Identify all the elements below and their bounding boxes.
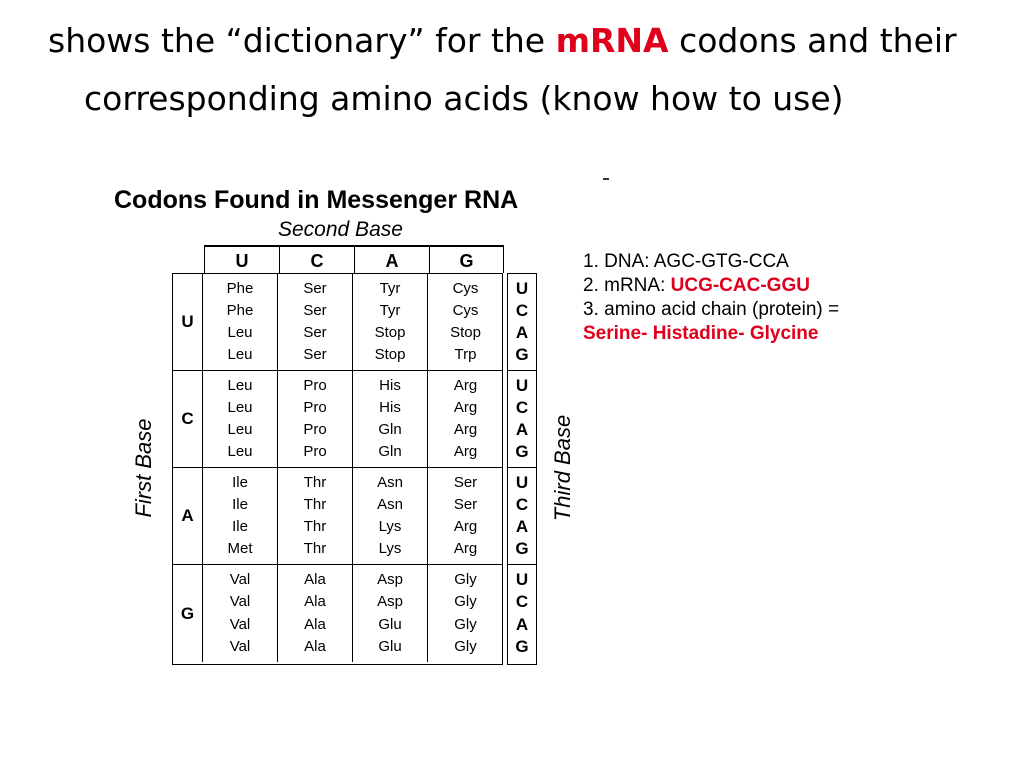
amino-acid: Ser xyxy=(303,346,327,363)
amino-acid: Stop xyxy=(374,324,406,341)
amino-acid: Ile xyxy=(232,474,248,491)
amino-acid-column xyxy=(428,468,503,564)
amino-acid-column xyxy=(428,371,503,467)
amino-acid: Thr xyxy=(303,540,327,557)
amino-acid: Arg xyxy=(453,399,478,416)
amino-acid: Lys xyxy=(378,518,402,535)
amino-acid: Gly xyxy=(454,637,477,655)
amino-acid: Val xyxy=(229,593,251,611)
row-block-u xyxy=(173,274,502,371)
amino-acid-column xyxy=(428,274,503,370)
amino-acid: Ala xyxy=(304,593,326,611)
amino-acid-column xyxy=(353,468,428,564)
amino-acid: Gly xyxy=(454,571,477,589)
amino-acid: Ser xyxy=(303,302,327,319)
amino-acid: Glu xyxy=(378,637,402,655)
amino-acid: Asp xyxy=(377,593,403,611)
bullet-text xyxy=(48,12,1024,128)
amino-acid-column xyxy=(353,565,428,662)
third-base-letter: G xyxy=(515,539,529,558)
bullet-part-1: shows the “dictionary” for the xyxy=(48,21,556,60)
amino-acid: Ile xyxy=(232,518,248,535)
column-header: G xyxy=(429,245,504,273)
third-base-letter: C xyxy=(515,592,529,612)
amino-acid: Thr xyxy=(303,496,327,513)
third-base-letter: G xyxy=(515,636,529,656)
amino-acid: Ser xyxy=(303,324,327,341)
third-base-block xyxy=(508,468,536,565)
amino-acid: Pro xyxy=(303,377,327,394)
first-base-letter: C xyxy=(173,371,203,467)
amino-acid: Met xyxy=(227,540,253,557)
amino-acid: Asp xyxy=(377,571,403,589)
amino-acid: Leu xyxy=(227,421,253,438)
amino-acid-column xyxy=(428,565,503,662)
amino-acid: Pro xyxy=(303,443,327,460)
amino-acid-column xyxy=(278,565,353,662)
amino-acid: Gln xyxy=(378,421,402,438)
third-base-letter: A xyxy=(515,614,529,634)
mrna-value: UCG-CAC-GGU xyxy=(670,275,810,296)
amino-acid: Phe xyxy=(226,302,254,319)
mrna-label: 2. mRNA: xyxy=(583,275,671,296)
amino-acid: Val xyxy=(229,637,251,655)
third-base-letter: A xyxy=(515,517,529,536)
amino-acid: Gly xyxy=(454,593,477,611)
third-base-letter: U xyxy=(515,279,529,298)
amino-acid-column xyxy=(353,274,428,370)
amino-acid-column xyxy=(203,565,278,662)
amino-acid: Asn xyxy=(377,474,403,491)
amino-acid: Leu xyxy=(227,443,253,460)
third-base-letter: U xyxy=(515,473,529,492)
amino-acid: Stop xyxy=(374,346,406,363)
bullet-highlight: mRNA xyxy=(555,21,669,60)
amino-acid-column xyxy=(203,468,278,564)
row-block-a xyxy=(173,468,502,565)
amino-acid: Arg xyxy=(453,377,478,394)
third-base-letter: G xyxy=(515,442,529,461)
amino-acid: Ser xyxy=(453,474,478,491)
amino-acid-column xyxy=(353,371,428,467)
amino-acid: Tyr xyxy=(379,302,401,319)
amino-acid: Ala xyxy=(304,615,326,633)
amino-acid-column xyxy=(278,371,353,467)
amino-acid: Phe xyxy=(226,280,254,297)
amino-acid: His xyxy=(379,377,401,394)
bullet-part-2: codons and their corresponding amino acids (know how to use) xyxy=(84,21,957,118)
amino-acid: Leu xyxy=(227,399,253,416)
protein-result: Serine- Histadine- Glycine xyxy=(583,323,819,344)
amino-acid: Stop xyxy=(450,324,481,341)
worked-example xyxy=(583,250,1003,346)
third-base-column xyxy=(507,273,537,665)
amino-acid-column xyxy=(278,468,353,564)
third-base-block xyxy=(508,565,536,662)
stray-mark xyxy=(603,178,609,180)
amino-acid: Val xyxy=(229,571,251,589)
amino-acid: Gln xyxy=(378,443,402,460)
amino-acid: Cys xyxy=(452,302,479,319)
third-base-letter: C xyxy=(515,301,529,320)
amino-acid-column xyxy=(278,274,353,370)
third-base-letter: U xyxy=(515,570,529,590)
third-base-letter: A xyxy=(515,323,529,342)
column-header: A xyxy=(354,245,429,273)
amino-acid-column xyxy=(203,274,278,370)
amino-acid: Leu xyxy=(227,346,253,363)
third-base-letter: U xyxy=(515,376,529,395)
amino-acid: Thr xyxy=(303,518,327,535)
amino-acid: Arg xyxy=(453,540,478,557)
amino-acid: His xyxy=(379,399,401,416)
amino-acid: Arg xyxy=(453,443,478,460)
amino-acid: Asn xyxy=(377,496,403,513)
amino-acid: Ser xyxy=(453,496,478,513)
column-header: U xyxy=(204,245,279,273)
amino-acid: Arg xyxy=(453,518,478,535)
amino-acid: Val xyxy=(229,615,251,633)
amino-acid: Glu xyxy=(378,615,402,633)
third-base-letter: A xyxy=(515,420,529,439)
amino-acid: Ala xyxy=(304,571,326,589)
third-base-block xyxy=(508,371,536,468)
dna-line: 1. DNA: AGC-GTG-CCA xyxy=(583,251,789,272)
row-block-c xyxy=(173,371,502,468)
amino-acid: Leu xyxy=(227,377,253,394)
first-base-letter: G xyxy=(173,565,203,662)
first-base-label: First Base xyxy=(131,418,156,518)
row-block-g xyxy=(173,565,502,662)
second-base-label: Second Base xyxy=(278,218,403,241)
amino-acid: Ile xyxy=(232,496,248,513)
third-base-block xyxy=(508,274,536,371)
column-header: C xyxy=(279,245,354,273)
amino-acid: Pro xyxy=(303,399,327,416)
amino-acid-chain-line: 3. amino acid chain (protein) = xyxy=(583,299,840,320)
codon-table xyxy=(172,273,503,665)
amino-acid: Pro xyxy=(303,421,327,438)
amino-acid: Ser xyxy=(303,280,327,297)
amino-acid: Ala xyxy=(304,637,326,655)
amino-acid: Leu xyxy=(227,324,253,341)
amino-acid: Trp xyxy=(454,346,477,363)
third-base-letter: C xyxy=(515,398,529,417)
amino-acid: Arg xyxy=(453,421,478,438)
third-base-letter: G xyxy=(515,345,529,364)
amino-acid: Cys xyxy=(452,280,479,297)
third-base-letter: C xyxy=(515,495,529,514)
amino-acid: Gly xyxy=(454,615,477,633)
amino-acid: Lys xyxy=(378,540,402,557)
first-base-letter: U xyxy=(173,274,203,370)
mrna-line xyxy=(583,274,1003,298)
amino-acid-column xyxy=(203,371,278,467)
amino-acid: Tyr xyxy=(379,280,401,297)
first-base-letter: A xyxy=(173,468,203,564)
third-base-label: Third Base xyxy=(550,414,575,522)
amino-acid: Thr xyxy=(303,474,327,491)
table-title: Codons Found in Messenger RNA xyxy=(114,186,519,214)
